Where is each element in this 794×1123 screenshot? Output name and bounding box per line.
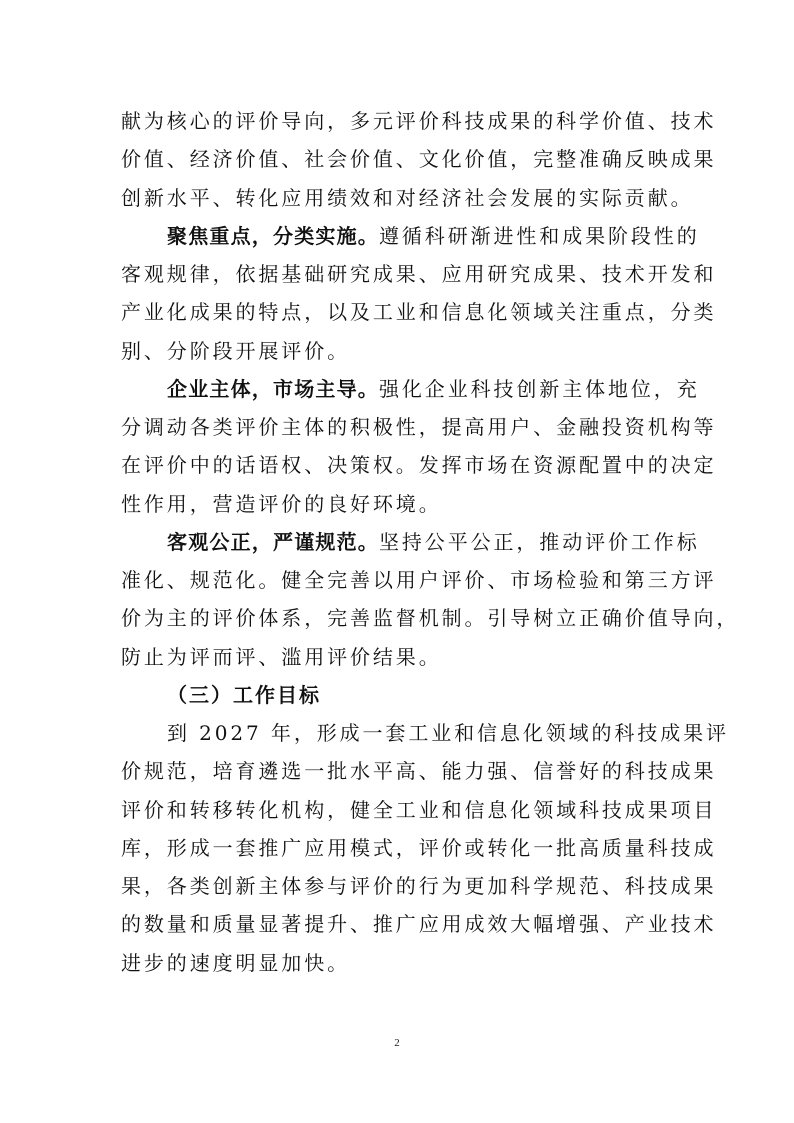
- text-line: 性作用，营造评价的良好环境。: [121, 491, 442, 516]
- page-number: 2: [394, 1037, 400, 1049]
- text-line: 准化、规范化。健全完善以用户评价、市场检验和第三方评: [121, 568, 717, 592]
- text-line: 价规范，培育遴选一批水平高、能力强、信誉好的科技成果: [121, 759, 717, 784]
- text-line: 献为核心的评价导向，多元评价科技成果的科学价值、技术: [121, 109, 717, 133]
- paragraph-text: 遵循科研渐进性和成果阶段性的: [379, 223, 700, 248]
- text-line: 防止为评而评、滥用评价结果。: [121, 644, 442, 669]
- principle-title: 客观公正，严谨规范。: [167, 529, 379, 554]
- paragraph-first-line: 到 2027 年，形成一套工业和信息化领域的科技成果评: [167, 721, 729, 745]
- text-line: 别、分阶段开展评价。: [121, 338, 350, 363]
- paragraph-first-line: [121, 523, 700, 561]
- text-line: 分调动各类评价主体的积极性，提高用户、金融投资机构等: [121, 415, 717, 439]
- paragraph-first-line: [121, 370, 700, 408]
- text-line: 评价和转移转化机构，健全工业和信息化领域科技成果项目: [121, 797, 717, 822]
- paragraph-first-line: [121, 217, 700, 255]
- page-body: [121, 102, 740, 982]
- paragraph-text: 强化企业科技创新主体地位，充: [379, 376, 700, 401]
- text-line: 在评价中的话语权、决策权。发挥市场在资源配置中的决定: [121, 453, 717, 478]
- section-heading: （三）工作目标: [167, 682, 321, 707]
- paragraph-text: 坚持公平公正，推动评价工作标: [379, 529, 700, 554]
- text-line: 产业化成果的特点，以及工业和信息化领域关注重点，分类: [121, 300, 717, 325]
- text-line: 价值、经济价值、社会价值、文化价值，完整准确反映成果: [121, 147, 717, 172]
- principle-title: 聚焦重点，分类实施。: [167, 223, 379, 248]
- text-line: 进步的速度明显加快。: [121, 950, 350, 975]
- text-line: 客观规律，依据基础研究成果、应用研究成果、技术开发和: [121, 262, 717, 286]
- text-line: 价为主的评价体系，完善监督机制。引导树立正确价值导向，: [121, 606, 740, 631]
- text-line: 的数量和质量显著提升、推广应用成效大幅增强、产业技术: [121, 912, 717, 937]
- text-line: 果，各类创新主体参与评价的行为更加科学规范、科技成果: [121, 874, 717, 898]
- text-line: 创新水平、转化应用绩效和对经济社会发展的实际贡献。: [121, 185, 694, 210]
- text-line: 库，形成一套推广应用模式，评价或转化一批高质量科技成: [121, 835, 717, 860]
- principle-title: 企业主体，市场主导。: [167, 376, 379, 401]
